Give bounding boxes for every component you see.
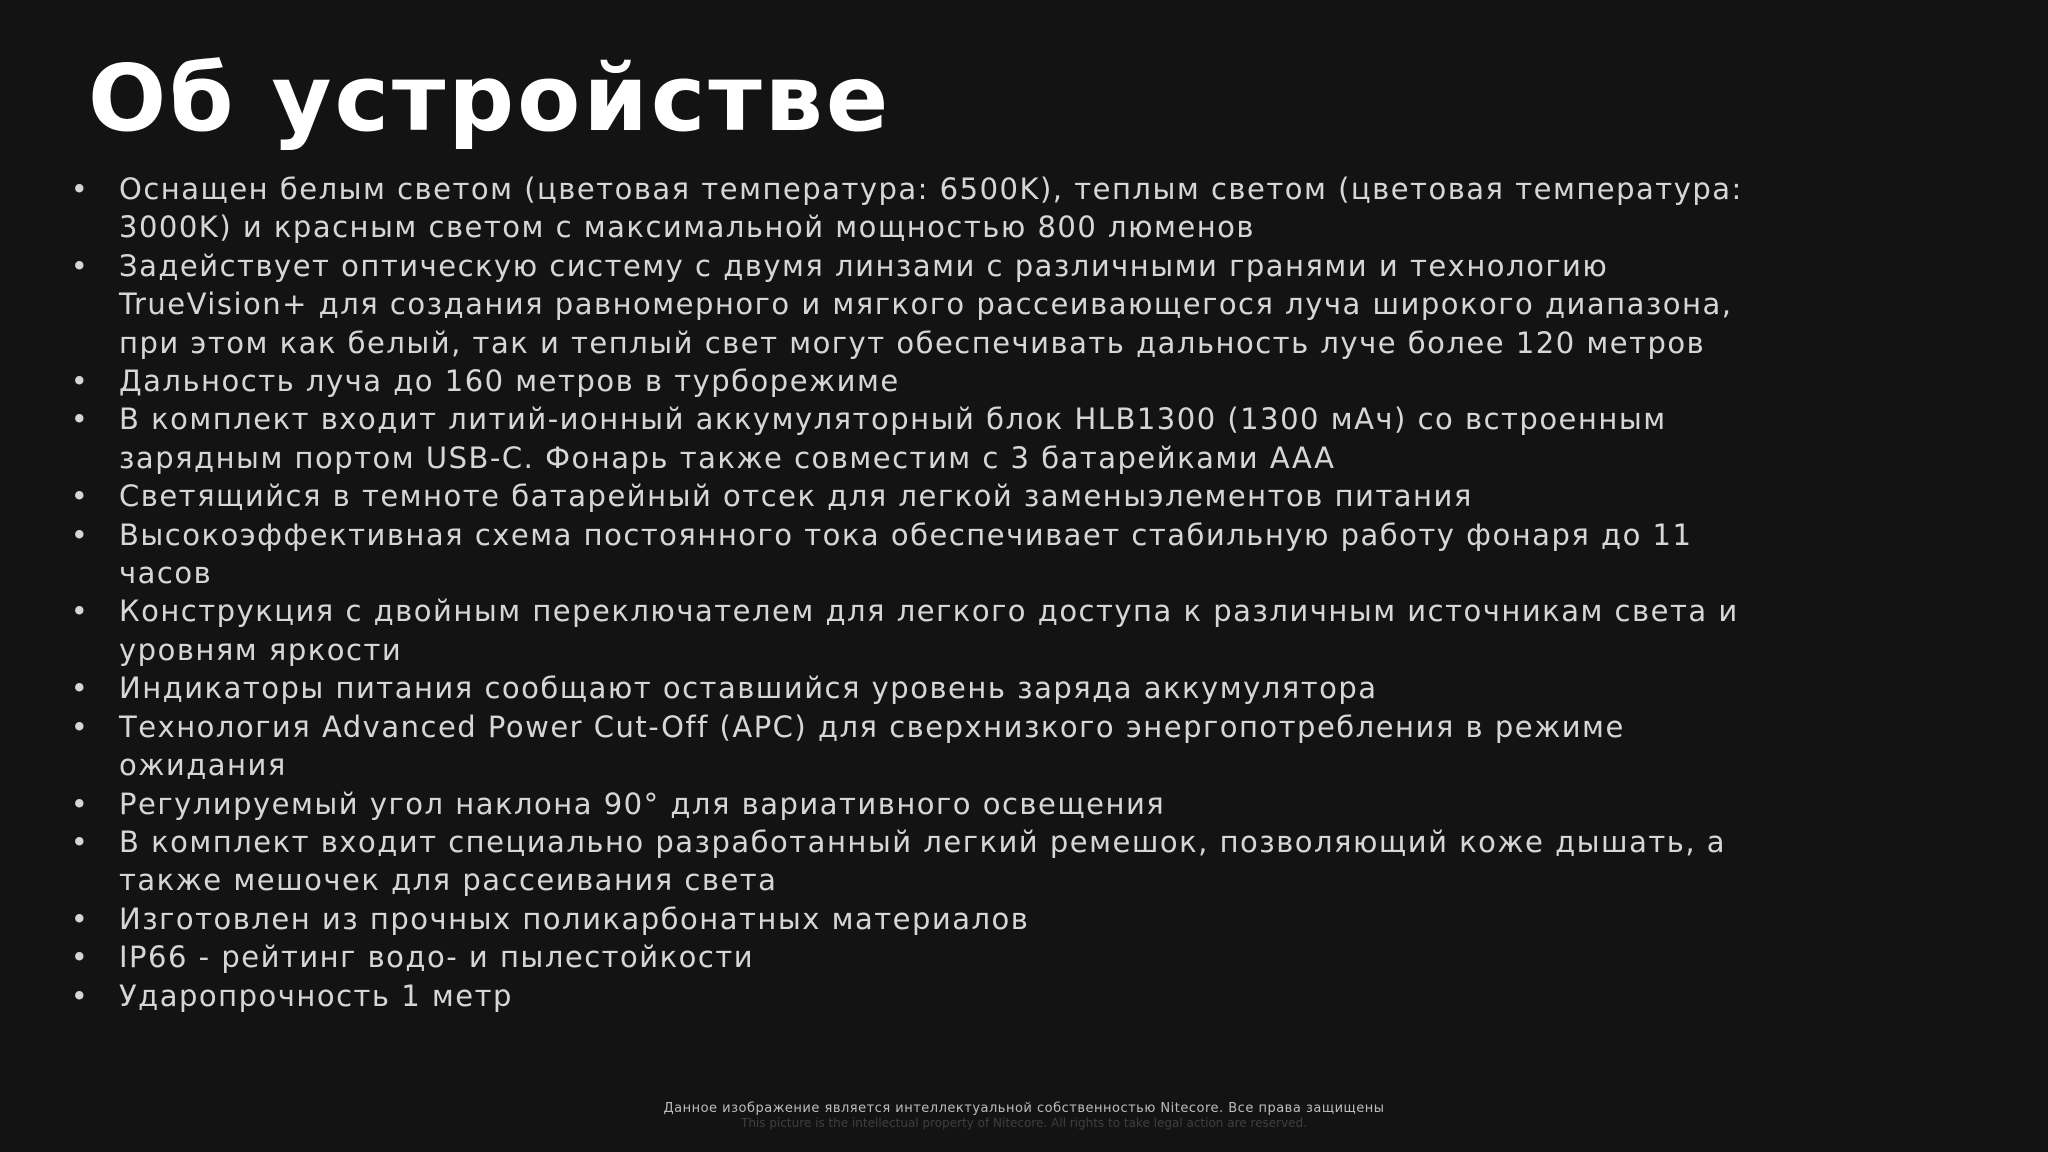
feature-item [70, 247, 1770, 362]
bullet-icon: • [70, 402, 90, 437]
bullet-icon: • [70, 594, 90, 629]
feature-text: Регулируемый угол наклона 90° для вариативного освещения [119, 786, 1166, 821]
feature-item [70, 516, 1770, 593]
bullet-icon: • [70, 901, 90, 936]
feature-item [70, 477, 1770, 515]
feature-list [70, 170, 1770, 1015]
bullet-icon: • [70, 940, 90, 975]
feature-text: Изготовлен из прочных поликарбонатных материалов [119, 901, 1030, 936]
bullet-icon: • [70, 978, 90, 1013]
feature-item [70, 785, 1770, 823]
feature-text: Индикаторы питания сообщают оставшийся уровень заряда аккумулятора [119, 671, 1378, 706]
feature-text: Светящийся в темноте батарейный отсек для легкой заменыэлементов питания [119, 479, 1473, 514]
bullet-icon: • [70, 671, 90, 706]
bullet-icon: • [70, 824, 90, 859]
feature-item [70, 362, 1770, 400]
feature-item [70, 977, 1770, 1015]
bullet-icon: • [70, 479, 90, 514]
feature-text: Высокоэффективная схема постоянного тока обеспечивает стабильную работу фонаря до 11 часов [119, 517, 1693, 591]
feature-text: В комплект входит литий-ионный аккумуляторный блок HLB1300 (1300 мАч) со встроенным зарядным портом USB-C. Фонарь также совместим с 3 батарейками AAA [119, 402, 1667, 475]
feature-item [70, 170, 1770, 247]
bullet-icon: • [70, 786, 90, 821]
bullet-icon: • [70, 364, 90, 399]
feature-text: IP66 - рейтинг водо- и пылестойкости [119, 940, 755, 975]
bullet-icon: • [70, 709, 90, 744]
feature-text: Задействует оптическую систему с двумя линзами с различными гранями и технологию TrueVision+ для создания равномерного и мягкого рассеивающегося луча широкого диапазона, при этом как белый, так и теплый свет могут обеспечивать дальность луче более 120 метров [119, 248, 1733, 360]
feature-text: Дальность луча до 160 метров в турборежиме [119, 364, 900, 399]
bullet-icon: • [70, 517, 90, 552]
bullet-icon: • [70, 172, 90, 206]
copyright-notice-ru: Данное изображение является интеллектуальной собственностью Nitecore. Все права защищены [663, 1101, 1385, 1116]
feature-item [70, 592, 1770, 669]
feature-item [70, 400, 1770, 477]
feature-text: В комплект входит специально разработанный легкий ремешок, позволяющий коже дышать, а также мешочек для рассеивания света [119, 824, 1727, 898]
copyright-notice-en: This picture is the intellectual property of Nitecore. All rights to take legal action are reserved. [741, 1116, 1307, 1130]
feature-text: Конструкция с двойным переключателем для легкого доступа к различным источникам света и уровням яркости [119, 594, 1739, 667]
feature-text: Оснащен белым светом (цветовая температура: 6500K), теплым светом (цветовая температура: 3000K) и красным светом с максимальной мощностью 800 люменов [119, 172, 1743, 245]
bullet-icon: • [70, 248, 90, 283]
feature-item [70, 823, 1770, 900]
feature-item [70, 708, 1770, 785]
feature-item [70, 669, 1770, 707]
feature-text: Технология Advanced Power Cut-Off (APC) для сверхнизкого энергопотребления в режиме ожидания [119, 709, 1625, 783]
page-title: Об устройстве [88, 45, 892, 152]
feature-text: Ударопрочность 1 метр [119, 978, 513, 1013]
feature-item [70, 938, 1770, 976]
feature-item [70, 900, 1770, 938]
